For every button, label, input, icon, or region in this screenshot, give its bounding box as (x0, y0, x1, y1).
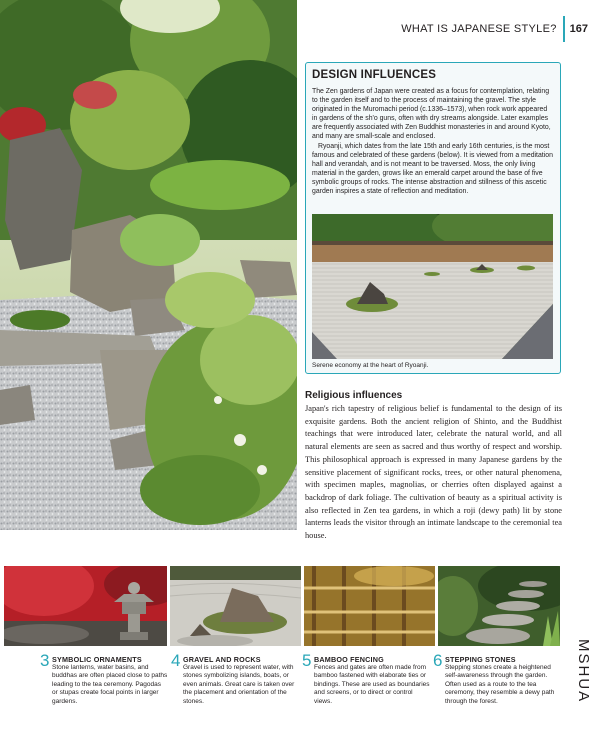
feature-item (302, 652, 430, 706)
photo-caption: Serene economy at the heart of Ryoanji. (312, 362, 429, 369)
feature-item (40, 652, 168, 706)
feature-title: STEPPING STONES (445, 655, 516, 664)
feature-number: 3 (40, 651, 50, 670)
design-paragraph: Ryoanji, which dates from the late 15th and early 16th centuries, is the most famous and celebrated of these gardens (below). It is viewed from a meditation hall and verandah, and is not meant to be traversed. Moss, the only living material in the garden, grows like an emerald carpet around the base of five symbolic groups of rocks. The intense abstraction and stillness of this ascetic garden inspires a state of reflection and meditation. (312, 142, 553, 196)
feature-text: Stone lanterns, water basins, and buddhas are often placed close to paths leading to the tea ceremony. Pagodas or stupas create focal points in larger gardens. (52, 664, 168, 705)
feature-number: 5 (302, 651, 312, 670)
religious-title: Religious influences (305, 390, 403, 401)
design-paragraph: The Zen gardens of Japan were created as a focus for contemplation, relating to the garden itself and to the process of maintaining the gravel. The style originated in the Muromachi period (c.1336–1573), when rock work appeared in gardens of the sh'o guns, often with dry streams alongside. Later examples are frequently associated with Zen Buddhist monasteries in and around Kyoto, and many are small-scale and enclosed. (312, 88, 551, 141)
photo-strip (4, 566, 560, 646)
watermark: MSHUA (575, 639, 592, 704)
feature-number: 6 (433, 651, 443, 670)
main-garden-photo (0, 0, 297, 530)
feature-number: 4 (171, 651, 181, 670)
design-title: DESIGN INFLUENCES (312, 69, 437, 81)
page-number: 167 (569, 23, 588, 35)
feature-text: Fences and gates are often made from bamboo fastened with elaborate ties or bindings. These are used as boundaries and screens, or to direct or control views. (314, 664, 430, 705)
feature-title: BAMBOO FENCING (314, 655, 384, 664)
feature-title: SYMBOLIC ORNAMENTS (52, 655, 142, 664)
ryoanji-photo (312, 214, 553, 359)
religious-body: Japan's rich tapestry of religious belief is fundamental to the design of its exquisite gardens. Both the ancient religion of Shinto, and the Buddhist teachings that were introduced later, celebrate the natural world, and all natural elements are seen as sacred and thus worthy of respect and worship. This philosophical approach is expressed in many Japanese gardens by the sensitive placement of significant rocks, trees, or other natural phenomena, with specimen maples, magnolias, or cherries often displayed against a backdrop of dark foliage. The cultivation of beauty as a spiritual activity is also reflected in Zen tea gardens, in which a roji (dewy path) lit by stone lanterns leads the visitor through an intimate landscape to the ceremonial tea house. (305, 404, 562, 541)
running-title: WHAT IS JAPANESE STYLE? (401, 23, 557, 35)
gravel-rocks-photo (170, 566, 301, 646)
feature-text: Stepping stones create a heightened self-awareness through the garden. Often used as a route to the tea ceremony, they resemble a dewy path through the forest. (445, 664, 555, 705)
running-header (401, 21, 588, 37)
feature-item (171, 652, 299, 706)
feature-list (4, 652, 560, 732)
header-divider (563, 16, 565, 42)
religious-influences (305, 390, 562, 543)
feature-item (433, 652, 561, 706)
feature-title: GRAVEL AND ROCKS (183, 655, 261, 664)
design-influences-box (305, 62, 561, 374)
stepping-stones-photo (438, 566, 560, 646)
lantern-photo (4, 566, 167, 646)
bamboo-fence-photo (304, 566, 435, 646)
feature-text: Gravel is used to represent water, with stones symbolizing islands, boats, or even animals. Great care is taken over the placement and orientation of the stones. (183, 664, 295, 705)
